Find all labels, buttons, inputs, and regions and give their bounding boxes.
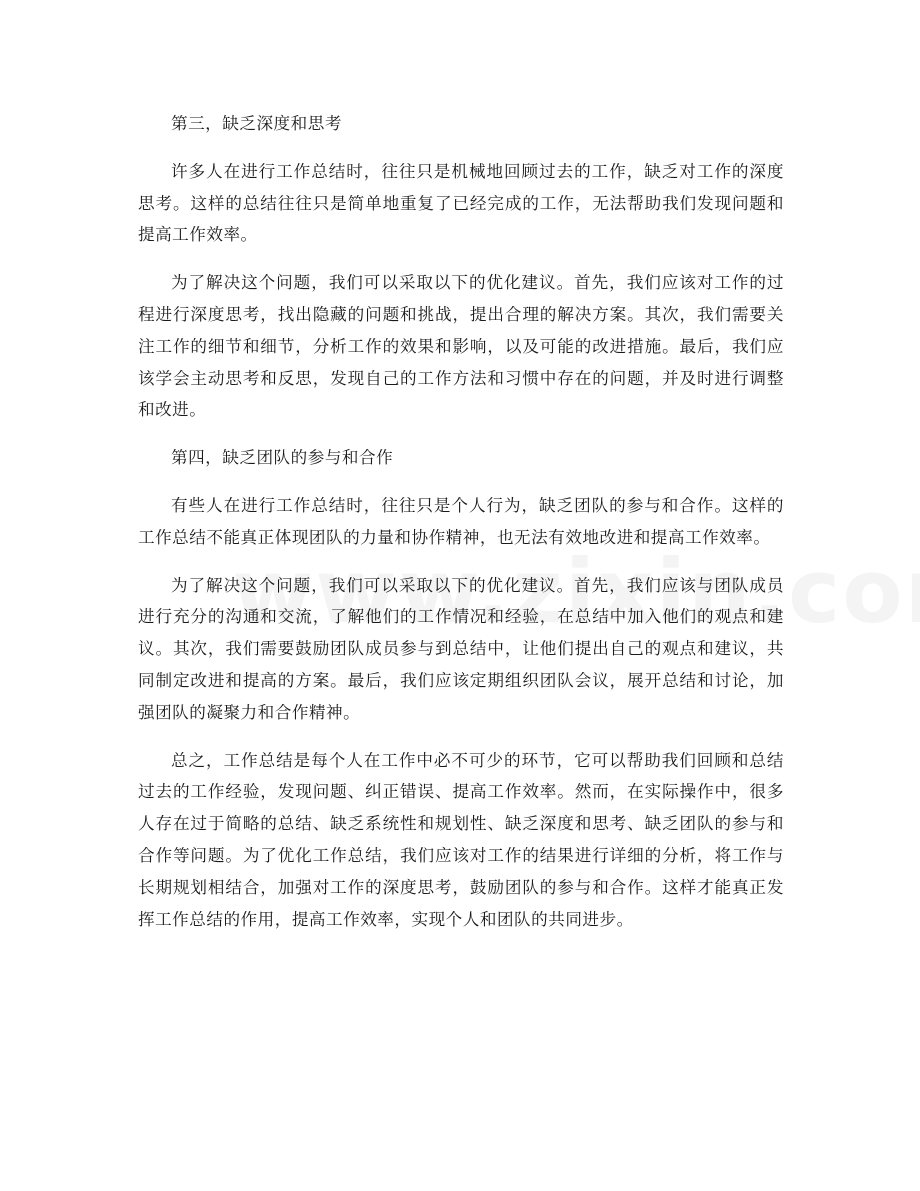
- paragraph: 为了解决这个问题，我们可以采取以下的优化建议。首先，我们应该对工作的过程进行深度思考，找出隐藏的问题和挑战，提出合理的解决方案。其次，我们需要关注工作的细节和细节，分析工作的效果和影响，以及可能的改进措施。最后，我们应该学会主动思考和反思，发现自己的工作方法和习惯中存在的问题，并及时进行调整和改进。: [138, 273, 784, 420]
- document-body: [138, 108, 784, 951]
- paragraph: 有些人在进行工作总结时，往往只是个人行为，缺乏团队的参与和合作。这样的工作总结不能真正体现团队的力量和协作精神，也无法有效地改进和提高工作效率。: [138, 495, 784, 547]
- paragraph-conclusion: 总之，工作总结是每个人在工作中必不可少的环节，它可以帮助我们回顾和总结过去的工作经验，发现问题、纠正错误、提高工作效率。然而，在实际操作中，很多人存在过于简略的总结、缺乏系统性和规划性、缺乏深度和思考、缺乏团队的参与和合作等问题。为了优化工作总结，我们应该对工作的结果进行详细的分析，将工作与长期规划相结合，加强对工作的深度思考，鼓励团队的参与和合作。这样才能真正发挥工作总结的作用，提高工作效率，实现个人和团队的共同进步。: [138, 750, 784, 929]
- section-heading-third: 第三，缺乏深度和思考: [171, 114, 342, 133]
- paragraph: 许多人在进行工作总结时，往往只是机械地回顾过去的工作，缺乏对工作的深度思考。这样的总结往往只是简单地重复了已经完成的工作，无法帮助我们发现问题和提高工作效率。: [138, 161, 784, 245]
- section-heading-fourth: 第四，缺乏团队的参与和合作: [171, 448, 394, 468]
- paragraph: 为了解决这个问题，我们可以采取以下的优化建议。首先，我们应该与团队成员进行充分的沟通和交流，了解他们的工作情况和经验，在总结中加入他们的观点和建议。其次，我们需要鼓励团队成员参与到总结中，让他们提出自己的观点和建议，共同制定改进和提高的方案。最后，我们应该定期组织团队会议，展开总结和讨论，加强团队的凝聚力和合作精神。: [138, 575, 784, 722]
